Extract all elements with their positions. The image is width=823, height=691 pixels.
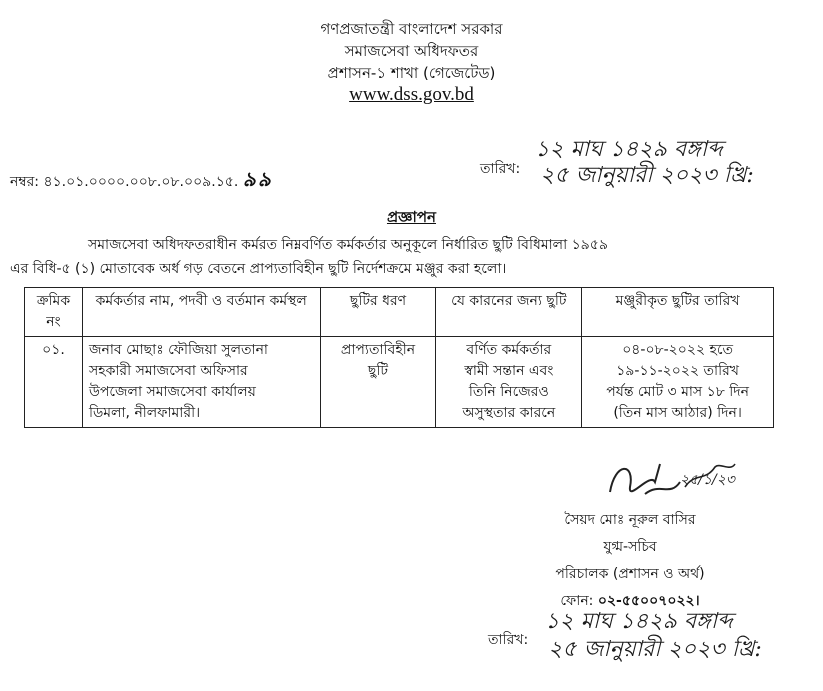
reason-line: তিনি নিজেরও (468, 384, 549, 400)
cell-officer (82, 337, 320, 428)
footer-date-handwritten-english: ২৫ জানুয়ারী ২০২৩ খ্রি: (548, 637, 762, 662)
phone-number: ০২-৫৫০০৭০২২। (597, 593, 700, 609)
header-website[interactable]: www.dss.gov.bd (349, 84, 474, 105)
phone-label: ফোন: (560, 593, 594, 609)
cell-reason (436, 337, 582, 428)
officer-designation: সহকারী সমাজসেবা অফিসার (88, 363, 248, 379)
col-header-reason: যে কারনের জন্য ছুটি (436, 288, 582, 337)
cell-serial: ০১. (25, 337, 83, 428)
header-section: প্রশাসন-১ শাখা (গেজেটেড) (327, 64, 496, 82)
footer-date-handwritten-bangla: ১২ মাঘ ১৪২৯ বঙ্গাব্দ (545, 609, 733, 634)
signatory-designation: যুগ্ম-সচিব (603, 539, 657, 555)
memo-date-label: তারিখ: (480, 161, 521, 177)
document-title: প্রজ্ঞাপন (386, 208, 437, 226)
signature-date-scribble: ২৫/১/২৩ (680, 472, 735, 488)
reason-line: স্বামী সন্তান এবং (464, 363, 554, 379)
notice-body-line2: এর বিধি-৫ (১) মোতাবেক অর্ধ গড় বেতনে প্রাপ্যতাবিহীন ছুটি নির্দেশক্রমে মঞ্জুর করা হলো। (10, 261, 507, 277)
table-header-row (25, 288, 774, 337)
memo-number (10, 165, 273, 198)
dates-line: পর্যন্ত মোট ৩ মাস ১৮ দিন (606, 384, 749, 400)
col-header-serial: ক্রমিক নং (25, 288, 83, 337)
cell-dates (582, 337, 774, 428)
col-header-officer: কর্মকর্তার নাম, পদবী ও বর্তমান কর্মস্থল (82, 288, 320, 337)
signatory-office: পরিচালক (প্রশাসন ও অর্থ) (555, 566, 705, 582)
reason-line: বর্ণিত কর্মকর্তার (466, 342, 552, 358)
memo-handwritten-number: ৯৯ (242, 167, 273, 191)
header-government: গণপ্রজাতন্ত্রী বাংলাদেশ সরকার (320, 20, 503, 38)
footer-date-label: তারিখ: (488, 632, 529, 648)
leave-type-line: ছুটি (367, 363, 389, 379)
header-department: সমাজসেবা অধিদফতর (344, 42, 479, 60)
col-header-leave-type: ছুটির ধরণ (320, 288, 436, 337)
signatory-name: সৈয়দ মোঃ নূরুল বাসির (564, 512, 696, 528)
leave-type-line: প্রাপ্যতাবিহীন (340, 342, 416, 358)
memo-number-label: নম্বর: ৪১.০১.০০০০.০০৮.০৮.০০৯.১৫. (10, 174, 239, 190)
dates-line: ১৯-১১-২০২২ তারিখ (616, 363, 739, 379)
notice-body-line1: সমাজসেবা অধিদফতরাধীন কর্মরত নিম্নবর্ণিত কর্মকর্তার অনুকূলে নির্ধারিত ছুটি বিধিমালা ১৯৫৯ (88, 237, 608, 253)
cell-leave-type (320, 337, 436, 428)
memo-date-handwritten-bangla: ১২ মাঘ ১৪২৯ বঙ্গাব্দ (535, 137, 723, 162)
signature-block (480, 507, 780, 615)
leave-table (24, 287, 774, 428)
officer-name: জনাব মোছাঃ ফৌজিয়া সুলতানা (88, 342, 268, 358)
memo-date-handwritten-english: ২৫ জানুয়ারী ২০২৩ খ্রি: (540, 163, 754, 188)
dates-line: ০৪-০৮-২০২২ হতে (622, 342, 734, 358)
officer-location: ডিমলা, নীলফামারী। (88, 405, 201, 421)
officer-office: উপজেলা সমাজসেবা কার্যালয় (88, 384, 256, 400)
table-row (25, 337, 774, 428)
reason-line: অসুস্থতার কারনে (462, 405, 556, 421)
notice-body (10, 233, 810, 281)
header-block (0, 18, 823, 106)
dates-line: (তিন মাস আঠার) দিন। (613, 405, 742, 421)
col-header-dates: মঞ্জুরীকৃত ছুটির তারিখ (582, 288, 774, 337)
